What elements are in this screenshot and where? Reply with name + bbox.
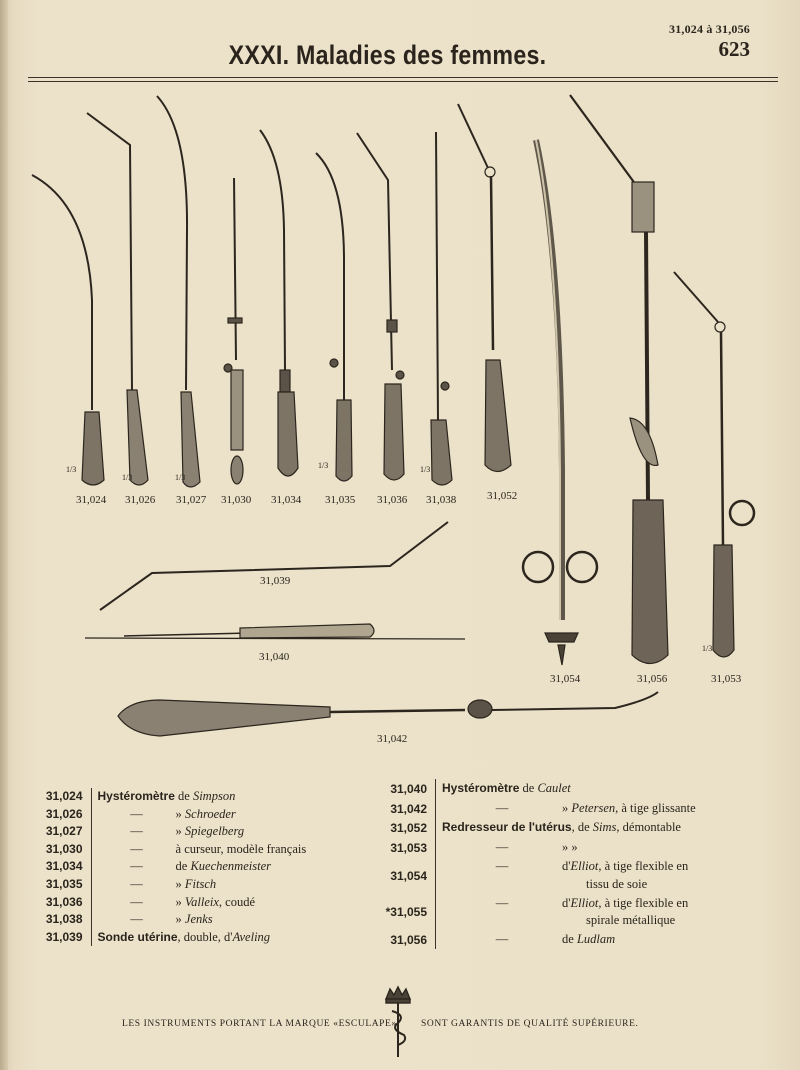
item-author: Fitsch (184, 876, 217, 891)
item-description (436, 838, 746, 858)
catalog-number: 31,027 (32, 823, 91, 841)
catalog-number: 31,052 (376, 818, 436, 838)
item-author: Petersen (571, 800, 616, 815)
item-text: d' (562, 859, 571, 874)
esculape-logo (380, 985, 416, 1060)
index-row (32, 929, 372, 947)
instruments-illustration (0, 85, 800, 765)
item-author: Elliot (570, 895, 599, 910)
item-text-continued: tissu de soie (586, 876, 648, 891)
footer-right: SONT GARANTIS DE QUALITÉ SUPÉRIEURE. (421, 1019, 639, 1029)
item-description (91, 911, 372, 929)
item-author: Sims (592, 820, 617, 835)
item-description (91, 788, 372, 806)
catalog-number: 31,042 (376, 799, 436, 819)
scale-mark: 1/3 (702, 644, 713, 653)
item-description (436, 857, 746, 893)
catalog-number: 31,053 (376, 838, 436, 858)
item-text: » (175, 806, 185, 821)
item-name: Redresseur de l'utérus (442, 820, 572, 835)
item-description (91, 806, 372, 824)
figure-label-31042: 31,042 (377, 733, 408, 745)
figure-label-31053: 31,053 (711, 673, 742, 685)
item-text: de (175, 859, 191, 874)
page-title: XXXI. Maladies des femmes. (228, 40, 547, 70)
item-text: de (562, 931, 577, 946)
ditto-mark: — (130, 859, 143, 874)
catalog-number: 31,024 (32, 788, 91, 806)
catalog-number: 31,030 (32, 841, 91, 859)
index-row (32, 876, 372, 894)
page-number: 623 (718, 37, 750, 61)
item-author: Simpson (192, 789, 236, 803)
item-author: Ludlam (576, 931, 616, 946)
scale-mark: 1/3 (66, 465, 77, 474)
item-text: à curseur, modèle français (175, 841, 307, 856)
catalog-number: *31,055 (376, 894, 436, 930)
ditto-mark: — (495, 895, 509, 910)
index-row (376, 894, 746, 930)
item-text: » (175, 876, 185, 891)
index-row (376, 818, 746, 838)
item-name: Hystéromètre (97, 789, 175, 803)
instrument-31052 (458, 104, 511, 472)
item-text: de (519, 781, 538, 795)
item-author: Spiegelberg (184, 824, 245, 839)
index-row (376, 799, 746, 819)
catalog-number: 31,026 (32, 806, 91, 824)
item-text: , coudé (218, 894, 256, 909)
item-text: , de (571, 820, 593, 835)
item-description (436, 779, 746, 799)
index-list-right (376, 779, 746, 949)
index-row (32, 806, 372, 824)
item-text: de (174, 789, 193, 803)
item-text: » (175, 912, 185, 927)
item-description (91, 858, 372, 876)
item-author: Jenks (184, 912, 213, 927)
figure-label-31034: 31,034 (271, 494, 302, 506)
header-rule (28, 77, 778, 78)
item-description (91, 876, 372, 894)
catalog-number: 31,056 (376, 930, 436, 950)
item-description (436, 930, 746, 950)
item-text: » (175, 824, 185, 839)
catalog-number: 31,036 (32, 894, 91, 912)
figure-label-31039: 31,039 (260, 575, 291, 587)
ditto-mark: — (130, 912, 143, 927)
item-description (436, 799, 746, 819)
figure-label-31056: 31,056 (637, 673, 668, 685)
page-range: 31,024 à 31,056 (669, 22, 750, 36)
instrument-31030 (224, 178, 243, 484)
catalog-number: 31,040 (376, 779, 436, 799)
figure-label-31038: 31,038 (426, 494, 457, 506)
instrument-31053 (674, 272, 754, 657)
item-name: Hystéromètre (442, 781, 520, 795)
figure-label-31024: 31,024 (76, 494, 107, 506)
item-description (436, 894, 746, 930)
item-author: Elliot (570, 859, 599, 874)
item-description (436, 818, 746, 838)
index-list-left (32, 788, 372, 946)
ditto-mark: — (130, 824, 143, 839)
figure-label-31052: 31,052 (487, 490, 518, 502)
figure-label-31036: 31,036 (377, 494, 408, 506)
item-text: d' (562, 895, 571, 910)
ditto-mark: — (495, 839, 509, 854)
item-text: , à tige glissante (615, 800, 696, 815)
figure-label-31030: 31,030 (221, 494, 252, 506)
ditto-mark: — (495, 859, 509, 874)
instrument-31027 (157, 96, 200, 487)
ditto-mark: — (130, 876, 143, 891)
catalog-number: 31,039 (32, 929, 91, 947)
scale-mark: 1/3 (122, 473, 133, 482)
item-text: , à tige flexible en (598, 895, 689, 910)
index-row (376, 930, 746, 950)
index-row (32, 823, 372, 841)
item-text: , à tige flexible en (598, 859, 689, 874)
item-author: Kuechenmeister (190, 859, 271, 874)
figure-label-31054: 31,054 (550, 673, 581, 685)
scale-mark: 1/3 (175, 473, 186, 482)
item-author: Schroeder (184, 806, 236, 821)
item-description (91, 929, 372, 947)
index-row (32, 858, 372, 876)
item-text: » (175, 894, 185, 909)
ditto-mark: — (495, 931, 509, 946)
index-row (376, 779, 746, 799)
instrument-31035 (316, 153, 352, 481)
item-text: , démontable (616, 820, 681, 835)
instrument-31036 (357, 133, 404, 480)
item-description (91, 841, 372, 859)
figure-label-31026: 31,026 (125, 494, 156, 506)
ditto-mark: — (495, 800, 509, 815)
index-row (32, 841, 372, 859)
catalog-number: 31,035 (32, 876, 91, 894)
item-text: » » (562, 839, 578, 854)
scale-mark: 1/3 (318, 461, 329, 470)
instrument-31034 (260, 130, 298, 476)
instrument-31024 (32, 175, 104, 485)
figure-label-31027: 31,027 (176, 494, 207, 506)
instrument-31056 (570, 95, 668, 664)
ditto-mark: — (130, 806, 143, 821)
item-name: Sonde utérine (97, 929, 178, 944)
item-author: Caulet (537, 781, 571, 795)
index-row (376, 857, 746, 893)
catalog-number: 31,054 (376, 857, 436, 893)
item-author: Valleix (184, 894, 219, 909)
instrument-31038 (431, 132, 452, 485)
item-description (91, 823, 372, 841)
item-author: Aveling (232, 929, 271, 944)
index-row (32, 788, 372, 806)
item-text: , double, d' (177, 929, 233, 944)
instrument-31054 (523, 140, 597, 665)
index-row (32, 911, 372, 929)
footer-left: LES INSTRUMENTS PORTANT LA MARQUE «ESCULAPE» (122, 1019, 397, 1029)
ditto-mark: — (130, 841, 143, 856)
item-text-continued: spirale métallique (586, 913, 676, 928)
catalog-number: 31,034 (32, 858, 91, 876)
instrument-31040 (85, 624, 465, 639)
instrument-31042 (118, 692, 658, 736)
header-rule-thin (28, 81, 778, 82)
figure-label-31035: 31,035 (325, 494, 356, 506)
index-row (32, 894, 372, 912)
ditto-mark: — (130, 894, 143, 909)
catalog-number: 31,038 (32, 911, 91, 929)
item-description (91, 894, 372, 912)
index-row (376, 838, 746, 858)
scale-mark: 1/3 (420, 465, 431, 474)
instrument-31039 (100, 522, 448, 610)
figure-label-31040: 31,040 (259, 651, 290, 663)
item-text: » (562, 800, 572, 815)
